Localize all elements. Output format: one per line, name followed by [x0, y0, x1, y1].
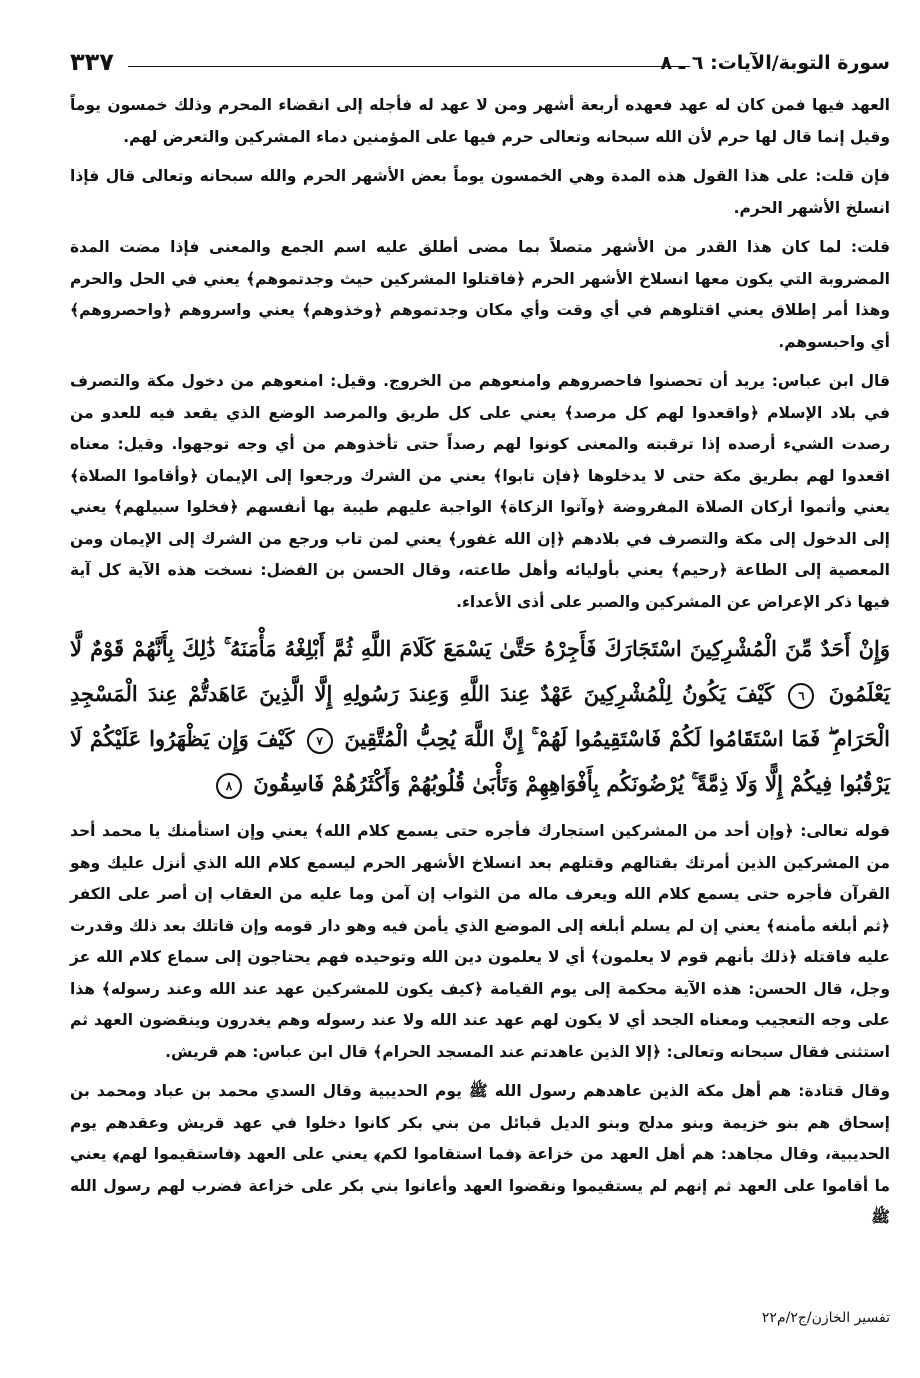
page-number: ٣٣٧ [70, 48, 114, 76]
quran-verses [70, 626, 890, 806]
verse-text: كَيْفَ وَإِن يَظْهَرُوا عَلَيْكُمْ لَا يَرْقُبُوا فِيكُمْ إِلًّا وَلَا ذِمَّةً ۚ يُرْضُونَكُم بِأَفْوَاهِهِمْ وَتَأْبَىٰ قُلُوبُهُمْ وَأَكْثَرُهُمْ فَاسِقُونَ [70, 726, 890, 796]
page [70, 40, 890, 1340]
ayah-number-marker: ٦ [788, 683, 814, 709]
paragraph: العهد فيها فمن كان له عهد فعهده أربعة أشهر ومن لا عهد له فأجله إلى انقضاء المحرم وذلك خمسون يوماً وقيل إنما قال لها حرم لأن الله سبحانه وتعالى حرم فيها على المؤمنين دماء المشركين والتعرض لهم. [70, 96, 890, 146]
header-rule [128, 66, 690, 67]
verse-text: كَيْفَ يَكُونُ لِلْمُشْرِكِينَ عَهْدٌ عِندَ اللَّهِ وَعِندَ رَسُولِهِ إِلَّا الَّذِينَ عَاهَدتُّمْ عِندَ الْمَسْجِدِ الْحَرَامِ ۖ فَمَا اسْتَقَامُوا لَكُمْ فَاسْتَقِيمُوا لَهُمْ ۚ إِنَّ اللَّهَ يُحِبُّ الْمُتَّقِينَ [70, 681, 891, 751]
sura-title: سورة التوبة/الآيات: ٦ ـ ٨ [660, 52, 890, 74]
paragraph: فإن قلت: على هذا القول هذه المدة وهي الخمسون يوماً بعض الأشهر الحرم والله سبحانه وتعالى قال فإذا انسلخ الأشهر الحرم. [70, 167, 890, 217]
paragraph: قلت: لما كان هذا القدر من الأشهر متصلاً بما مضى أطلق عليه اسم الجمع والمعنى فإذا مضت المدة المضروبة التي يكون معها انسلاخ الأشهر الحرم ﴿فاقتلوا المشركين حيث وجدتموهم﴾ يعني في الحل والحرم وهذا أمر إطلاق يعني اقتلوهم في أي وقت وأي مكان وجدتموهم ﴿وخذوهم﴾ يعني واسروهم ﴿واحصروهم﴾ أي واحبسوهم. [70, 238, 890, 351]
verse-text: وَإِنْ أَحَدٌ مِّنَ الْمُشْرِكِينَ اسْتَجَارَكَ فَأَجِرْهُ حَتَّىٰ يَسْمَعَ كَلَامَ اللَّهِ ثُمَّ أَبْلِغْهُ مَأْمَنَهُ ۚ ذَٰلِكَ بِأَنَّهُمْ قَوْمٌ لَّا يَعْلَمُونَ [70, 636, 891, 706]
paragraph: قوله تعالى: ﴿وإن أحد من المشركين استجارك فأجره حتى يسمع كلام الله﴾ يعني وإن استأمنك يا محمد أحد من المشركين الذين أمرتك بقتالهم وقتلهم بعد انسلاخ الأشهر الحرم ليسمع كلام الله الذي أنزل عليك وهو القرآن فأجره حتى يسمع كلام الله ويعرف ماله من الثواب إن آمن وما عليه من العقاب إن أصر على الكفر ﴿ثم أبلغه مأمنه﴾ يعني إن لم يسلم أبلغه إلى الموضع الذي يأمن فيه وهو دار قومه وإن قاتلك بعد ذلك وقدرت عليه فاقتله ﴿ذلك بأنهم قوم لا يعلمون﴾ أي لا يعلمون دين الله وتوحيده فهم يحتاجون إلى سماع كلام الله عز وجل، قال الحسن: هذه الآية محكمة إلى يوم القيامة ﴿كيف يكون للمشركين عهد عند الله وعند رسوله﴾ هذا على وجه التعجيب ومعناه الجحد أي لا يكون لهم عهد عند الله ولا عند رسوله وهم يغدرون وينقضون العهد ثم استثنى فقال سبحانه وتعالى: ﴿إلا الذين عاهدتم عند المسجد الحرام﴾ قال ابن عباس: هم قريش. [70, 822, 890, 1061]
paragraph: قال ابن عباس: يريد أن تحصنوا فاحصروهم وامنعوهم من الخروج. وقيل: امنعوهم من دخول مكة والتصرف في بلاد الإسلام ﴿واقعدوا لهم كل مرصد﴾ يعني على كل طريق والمرصد الوضع الذي يقعد فيه للعدو من رصدت الشيء أرصده إذا ترقبته والمعنى كونوا لهم رصداً حتى تأخذوهم من أي وجه توجهوا. وقيل: معناه اقعدوا لهم بطريق مكة حتى لا يدخلوها ﴿فإن تابوا﴾ يعني من الشرك ورجعوا إلى الإيمان ﴿وأقاموا الصلاة﴾ يعني وأتموا أركان الصلاة المفروضة ﴿وآتوا الزكاة﴾ الواجبة عليهم طيبة بها أنفسهم ﴿فخلوا سبيلهم﴾ يعني إلى الدخول إلى مكة والتصرف في بلادهم ﴿إن الله غفور﴾ يعني لمن تاب ورجع من الشرك إلى الإيمان ومن المعصية إلى الطاعة ﴿رحيم﴾ يعني بأوليائه وأهل طاعته، وقال الحسن بن الفضل: نسخت هذه الآية كل آية فيها ذكر الإعراض عن المشركين والصبر على أذى الأعداء. [70, 372, 890, 611]
ayah-number-marker: ٨ [216, 773, 242, 799]
ayah-number-marker: ٧ [307, 728, 333, 754]
page-footer: تفسير الخازن/ج٢/م٢٢ [761, 1310, 890, 1326]
paragraph: وقال قتادة: هم أهل مكة الذين عاهدهم رسول الله ﷺ يوم الحديبية وقال السدي محمد بن عباد ومحمد بن إسحاق هم بنو خزيمة وبنو مدلج وبنو الديل قبائل من بني بكر كانوا دخلوا في عهد قريش وعقدهم يوم الحديبية، وقال مجاهد: هم أهل العهد من خزاعة ﴿فما استقاموا لكم﴾ يعني على العهد ﴿فاستقيموا لهم﴾ يعني ما أقاموا على العهد ثم إنهم لم يستقيموا ونقضوا العهد وأعانوا بني بكر على خزاعة فضرب لهم رسول الله ﷺ [70, 1082, 890, 1226]
page-header [70, 40, 890, 90]
